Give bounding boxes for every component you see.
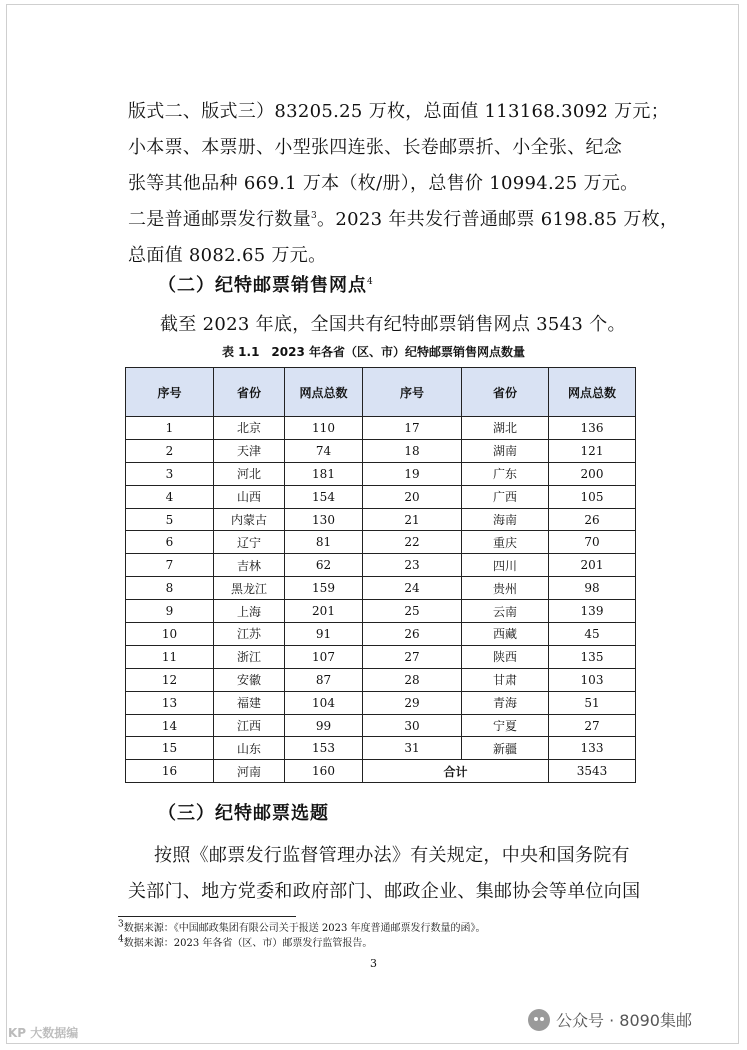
table-cell: 135 xyxy=(549,645,636,668)
table-cell: 广东 xyxy=(462,462,549,485)
table-cell: 105 xyxy=(549,485,636,508)
table-row xyxy=(126,485,636,508)
text-line: 二是普通邮票发行数量$^3$。2023 年共发行普通邮票 6198.85 万枚， xyxy=(128,209,679,230)
table-cell: 上海 xyxy=(214,600,285,623)
table-cell: 福建 xyxy=(214,691,285,714)
table-cell: 新疆 xyxy=(462,737,549,760)
table-row xyxy=(126,623,636,646)
watermark-text: 公众号 · 8090集邮 xyxy=(556,1011,692,1030)
table-cell: 26 xyxy=(363,623,462,646)
table-cell: 159 xyxy=(285,577,363,600)
table-cell: 8 xyxy=(126,577,214,600)
table-cell: 贵州 xyxy=(462,577,549,600)
table-cell: 山东 xyxy=(214,737,285,760)
table-cell: 25 xyxy=(363,600,462,623)
footnote: $^4$数据来源：2023 年各省（区、市）邮票发行监管报告。 xyxy=(118,934,373,949)
table-cell: 91 xyxy=(285,623,363,646)
table-cell: 海南 xyxy=(462,508,549,531)
table-cell: 136 xyxy=(549,417,636,440)
table-cell: 201 xyxy=(285,600,363,623)
total-label: 合计 xyxy=(363,760,549,783)
table-cell: 浙江 xyxy=(214,645,285,668)
table-cell: 133 xyxy=(549,737,636,760)
table-cell: 104 xyxy=(285,691,363,714)
table-cell: 19 xyxy=(363,462,462,485)
table-row xyxy=(126,600,636,623)
table-caption: 表 1.1 2023 年各省（区、市）纪特邮票销售网点数量 xyxy=(221,345,525,359)
footnote-divider xyxy=(118,916,296,917)
table-cell: 20 xyxy=(363,485,462,508)
footnote-ref: 4 xyxy=(367,277,374,287)
text-line: 总面值 8082.65 万元。 xyxy=(128,245,327,266)
table-cell: 12 xyxy=(126,668,214,691)
table-cell: 甘肃 xyxy=(462,668,549,691)
table-cell: 5 xyxy=(126,508,214,531)
stations-table xyxy=(125,367,636,783)
header-cell: 序号 xyxy=(126,368,214,417)
table-cell: 29 xyxy=(363,691,462,714)
table-header-row xyxy=(126,368,636,417)
header-cell: 省份 xyxy=(462,368,549,417)
table-cell: 14 xyxy=(126,714,214,737)
table-row xyxy=(126,714,636,737)
text-line: 张等其他品种 669.1 万本（枚/册），总售价 10994.25 万元。 xyxy=(128,173,639,194)
table-row xyxy=(126,760,636,783)
table-cell: 2 xyxy=(126,439,214,462)
table-cell: 7 xyxy=(126,554,214,577)
table-cell: 28 xyxy=(363,668,462,691)
table-row xyxy=(126,439,636,462)
table-cell: 青海 xyxy=(462,691,549,714)
table-cell: 24 xyxy=(363,577,462,600)
table-cell: 3 xyxy=(126,462,214,485)
table-row xyxy=(126,417,636,440)
table-cell: 10 xyxy=(126,623,214,646)
section-heading: （三）纪特邮票选题 xyxy=(158,803,329,824)
footnote: $^3$数据来源：《中国邮政集团有限公司关于报送 2023 年度普通邮票发行数量的函》。 xyxy=(118,919,486,934)
table-cell: 河北 xyxy=(214,462,285,485)
table-cell: 西藏 xyxy=(462,623,549,646)
table-cell: 6 xyxy=(126,531,214,554)
table-row xyxy=(126,668,636,691)
table-cell: 天津 xyxy=(214,439,285,462)
table-cell: 98 xyxy=(549,577,636,600)
table-cell: 1 xyxy=(126,417,214,440)
text-line: 小本票、本票册、小型张四连张、长卷邮票折、小全张、纪念 xyxy=(128,137,623,158)
table-cell: 27 xyxy=(549,714,636,737)
table-cell: 黑龙江 xyxy=(214,577,285,600)
table-cell: 23 xyxy=(363,554,462,577)
table-cell: 湖南 xyxy=(462,439,549,462)
corner-logo: KP 大数据编 xyxy=(8,1026,79,1040)
wechat-icon xyxy=(528,1009,550,1031)
table-cell: 4 xyxy=(126,485,214,508)
table-cell: 26 xyxy=(549,508,636,531)
table-cell: 陕西 xyxy=(462,645,549,668)
table-cell: 江苏 xyxy=(214,623,285,646)
table-cell: 17 xyxy=(363,417,462,440)
table-row xyxy=(126,508,636,531)
table-cell: 湖北 xyxy=(462,417,549,440)
table-cell: 16 xyxy=(126,760,214,783)
table-cell: 15 xyxy=(126,737,214,760)
table-cell: 18 xyxy=(363,439,462,462)
table-cell: 110 xyxy=(285,417,363,440)
table-cell: 云南 xyxy=(462,600,549,623)
text-line: 截至 2023 年底，全国共有纪特邮票销售网点 3543 个。 xyxy=(160,314,626,335)
table-row xyxy=(126,691,636,714)
table-cell: 广西 xyxy=(462,485,549,508)
table-row xyxy=(126,645,636,668)
table-cell: 21 xyxy=(363,508,462,531)
table-cell: 山西 xyxy=(214,485,285,508)
text-line: 版式二、版式三）83205.25 万枚，总面值 113168.3092 万元； xyxy=(128,101,669,122)
table-cell: 重庆 xyxy=(462,531,549,554)
table-cell: 70 xyxy=(549,531,636,554)
table-cell: 62 xyxy=(285,554,363,577)
table-cell: 吉林 xyxy=(214,554,285,577)
table-cell: 内蒙古 xyxy=(214,508,285,531)
page-number: 3 xyxy=(370,957,377,970)
section-body xyxy=(128,838,654,910)
table-cell: 51 xyxy=(549,691,636,714)
table-cell: 200 xyxy=(549,462,636,485)
table-cell: 27 xyxy=(363,645,462,668)
watermark xyxy=(528,1008,692,1031)
table-cell: 130 xyxy=(285,508,363,531)
table-row xyxy=(126,531,636,554)
table-cell: 74 xyxy=(285,439,363,462)
table-cell: 河南 xyxy=(214,760,285,783)
table-row xyxy=(126,554,636,577)
table-cell: 181 xyxy=(285,462,363,485)
table-cell: 北京 xyxy=(214,417,285,440)
table-cell: 31 xyxy=(363,737,462,760)
table-cell: 11 xyxy=(126,645,214,668)
table-cell: 153 xyxy=(285,737,363,760)
table-cell: 9 xyxy=(126,600,214,623)
table-cell: 103 xyxy=(549,668,636,691)
section-body xyxy=(160,307,660,343)
table-cell: 辽宁 xyxy=(214,531,285,554)
table-cell: 13 xyxy=(126,691,214,714)
table-cell: 107 xyxy=(285,645,363,668)
table-cell: 安徽 xyxy=(214,668,285,691)
text-line: 关部门、地方党委和政府部门、邮政企业、集邮协会等单位向国 xyxy=(128,881,641,902)
table-cell: 121 xyxy=(549,439,636,462)
table-cell: 160 xyxy=(285,760,363,783)
text-line: 按照《邮票发行监督管理办法》有关规定，中央和国务院有 xyxy=(154,845,630,866)
total-value: 3543 xyxy=(549,760,636,783)
footnote-ref: 3 xyxy=(311,211,318,221)
header-cell: 序号 xyxy=(363,368,462,417)
table-cell: 87 xyxy=(285,668,363,691)
table-cell: 154 xyxy=(285,485,363,508)
header-cell: 网点总数 xyxy=(285,368,363,417)
header-cell: 省份 xyxy=(214,368,285,417)
table-cell: 201 xyxy=(549,554,636,577)
table-row xyxy=(126,577,636,600)
table-cell: 30 xyxy=(363,714,462,737)
table-cell: 江西 xyxy=(214,714,285,737)
table-cell: 81 xyxy=(285,531,363,554)
table-cell: 99 xyxy=(285,714,363,737)
table-cell: 139 xyxy=(549,600,636,623)
section-heading: （二）纪特邮票销售网点$^4$ xyxy=(158,275,374,296)
table-cell: 45 xyxy=(549,623,636,646)
table-row xyxy=(126,737,636,760)
opening-paragraph xyxy=(128,94,679,274)
table-cell: 宁夏 xyxy=(462,714,549,737)
header-cell: 网点总数 xyxy=(549,368,636,417)
table-cell: 22 xyxy=(363,531,462,554)
table-row xyxy=(126,462,636,485)
table-cell: 四川 xyxy=(462,554,549,577)
